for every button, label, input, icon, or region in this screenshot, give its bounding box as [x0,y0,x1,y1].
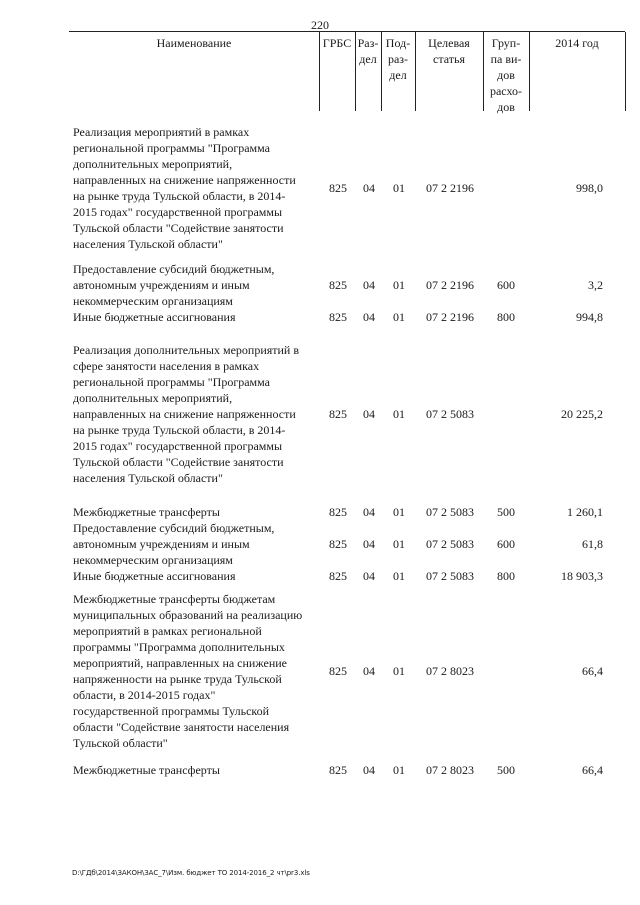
header-tselevaya-statya: Целевая статья [428,36,470,66]
row-amount: 3,2 [588,278,603,292]
row-amount: 66,4 [582,664,603,678]
row-podrazdel: 01 [393,407,405,421]
row-razdel: 04 [363,278,375,292]
row-tselevaya-statya: 07 2 2196 [426,181,474,195]
row-razdel: 04 [363,310,375,324]
row-grbs: 825 [329,569,347,583]
row-razdel: 04 [363,763,375,777]
row-amount: 998,0 [576,181,603,195]
row-name: Иные бюджетные ассигнования [73,310,236,324]
row-gruppa: 600 [497,278,515,292]
row-razdel: 04 [363,569,375,583]
row-name: Реализация дополнительных мероприятий в сфере занятости населения в рамках региональной программы "Программа дополнительных мероприятий, направленных на снижение напряженности на рынке труда Тульской области, в 2014- 2015 годах" государственной программы Тульской области "Содействие занятости населения Тульской области" [73,343,300,485]
row-tselevaya-statya: 07 2 8023 [426,664,474,678]
row-grbs: 825 [329,181,347,195]
row-podrazdel: 01 [393,664,405,678]
row-razdel: 04 [363,664,375,678]
header-year: 2014 год [555,36,599,50]
row-tselevaya-statya: 07 2 2196 [426,278,474,292]
row-podrazdel: 01 [393,569,405,583]
row-name: Предоставление субсидий бюджетным, автономным учреждениям и иным некоммерческим организациям [73,262,275,308]
row-tselevaya-statya: 07 2 5083 [426,537,474,551]
row-name: Межбюджетные трансферты [73,763,220,777]
row-gruppa: 500 [497,505,515,519]
row-tselevaya-statya: 07 2 5083 [426,505,474,519]
row-podrazdel: 01 [393,310,405,324]
row-tselevaya-statya: 07 2 8023 [426,763,474,777]
table-header [69,31,625,114]
row-name: Межбюджетные трансферты [73,505,220,519]
row-amount: 994,8 [576,310,603,324]
header-grbs: ГРБС [322,36,352,50]
row-podrazdel: 01 [393,537,405,551]
row-tselevaya-statya: 07 2 5083 [426,569,474,583]
row-amount: 1 260,1 [567,505,603,519]
row-amount: 66,4 [582,763,603,777]
row-name: Предоставление субсидий бюджетным, автономным учреждениям и иным некоммерческим организациям [73,521,275,567]
row-grbs: 825 [329,537,347,551]
row-gruppa: 500 [497,763,515,777]
header-gruppa-vidov-raskhodov: Груп- па ви- дов расхо- дов [489,36,523,114]
header-podrazdel: Под- раз- дел [385,36,411,82]
row-grbs: 825 [329,763,347,777]
row-amount: 20 225,2 [561,407,603,421]
row-podrazdel: 01 [393,278,405,292]
header-name: Наименование [156,36,232,50]
row-razdel: 04 [363,181,375,195]
row-podrazdel: 01 [393,763,405,777]
row-razdel: 04 [363,505,375,519]
row-amount: 18 903,3 [561,569,603,583]
row-tselevaya-statya: 07 2 5083 [426,407,474,421]
row-grbs: 825 [329,310,347,324]
row-tselevaya-statya: 07 2 2196 [426,310,474,324]
row-grbs: 825 [329,505,347,519]
row-podrazdel: 01 [393,505,405,519]
page-number: 220 [311,18,329,32]
column-divider [625,32,626,111]
row-grbs: 825 [329,407,347,421]
row-name: Межбюджетные трансферты бюджетам муниципальных образований на реализацию мероприятий в рамках региональной программы "Программа дополнительных мероприятий, направленных на снижение напряженности на рынке труда Тульской области, в 2014-2015 годах" государственной программы Тульской области "Содействие занятости населения Тульской области" [73,592,303,750]
row-razdel: 04 [363,407,375,421]
row-gruppa: 800 [497,310,515,324]
file-path-footer: D:\ГДб\2014\ЗАКОН\ЗАС_7\Изм. бюджет ТО 2014-2016_2 чт\pr3.xls [72,869,310,877]
header-razdel: Раз- дел [357,36,379,66]
row-amount: 61,8 [582,537,603,551]
row-name: Иные бюджетные ассигнования [73,569,236,583]
row-grbs: 825 [329,278,347,292]
row-gruppa: 800 [497,569,515,583]
row-razdel: 04 [363,537,375,551]
row-grbs: 825 [329,664,347,678]
row-name: Реализация мероприятий в рамках региональной программы "Программа дополнительных мероприятий, направленных на снижение напряженности на рынке труда Тульской области, в 2014- 2015 годах" государственной программы Тульской области "Содействие занятости населения Тульской области" [73,125,296,251]
row-gruppa: 600 [497,537,515,551]
row-podrazdel: 01 [393,181,405,195]
